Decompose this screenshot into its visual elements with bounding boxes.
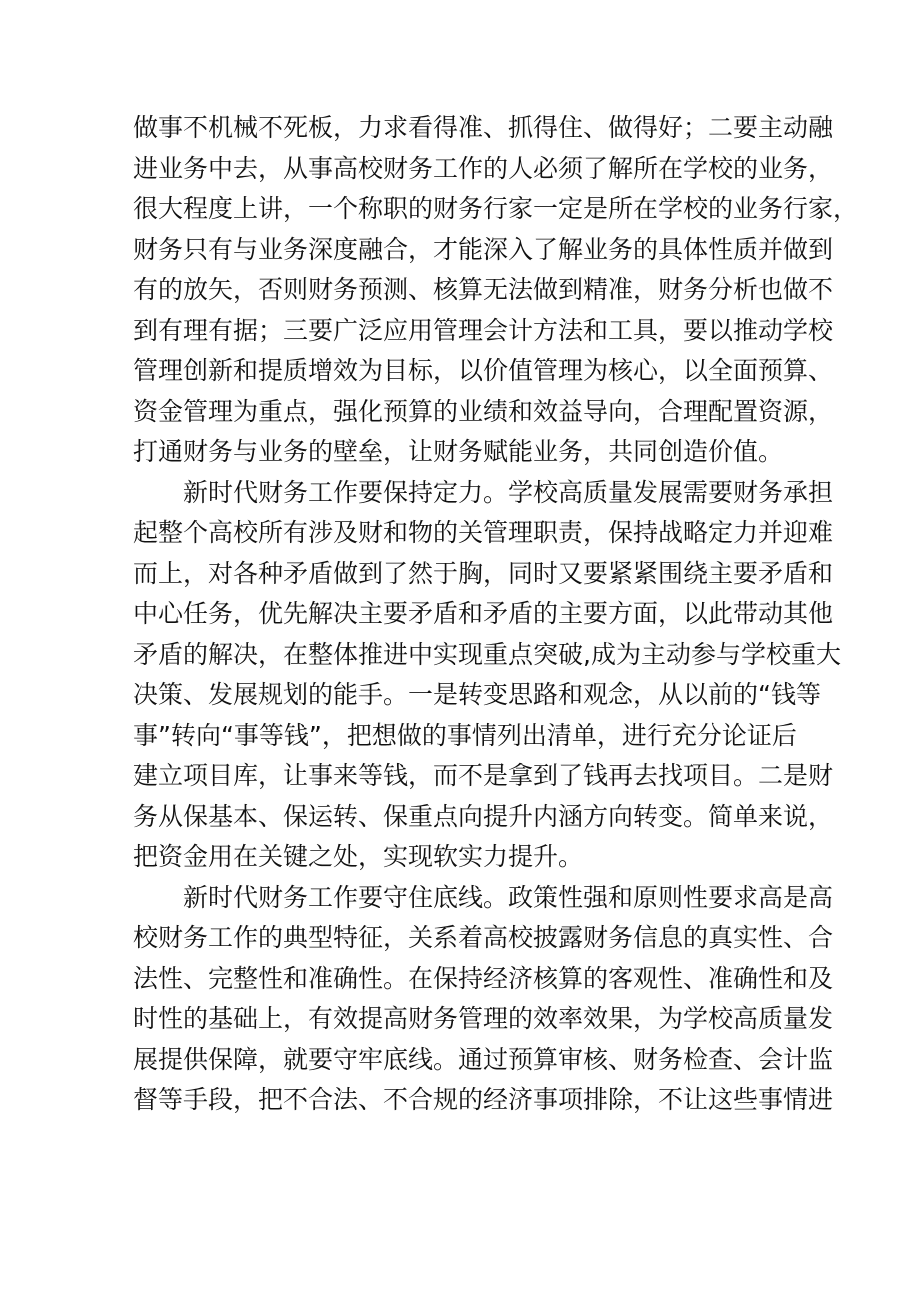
- text-line: 中心任务，优先解决主要矛盾和矛盾的主要方面，以此带动其他: [133, 599, 834, 628]
- text-line: 时性的基础上，有效提高财务管理的效率效果，为学校高质量发: [133, 1004, 834, 1033]
- text-line: 法性、完整性和准确性。在保持经济核算的客观性、准确性和及: [133, 963, 834, 993]
- text-line: 事”转向“事等钱”，把想做的事情列出清单，进行充分论证后: [133, 720, 797, 750]
- text-line: 管理创新和提质增效为目标，以价值管理为核心，以全面预算、: [133, 356, 834, 385]
- text-line: 到有理有据；三要广泛应用管理会计方法和工具，要以推动学校: [133, 315, 834, 345]
- text-line: 新时代财务工作要守住底线。政策性强和原则性要求高是高: [183, 882, 834, 912]
- text-line: 做事不机械不死板，力求看得准、抓得住、做得好；二要主动融: [133, 113, 834, 142]
- text-line: 督等手段，把不合法、不合规的经济事项排除，不让这些事情进: [133, 1085, 834, 1114]
- text-line: 校财务工作的典型特征，关系着高校披露财务信息的真实性、合: [133, 923, 834, 952]
- body-text: [133, 108, 859, 1121]
- text-line: 很大程度上讲，一个称职的财务行家一定是所在学校的业务行家，: [133, 194, 859, 223]
- text-line: 有的放矢，否则财务预测、核算无法做到精准，财务分析也做不: [133, 275, 834, 304]
- text-line: 矛盾的解决，在整体推进中实现重点突破,成为主动参与学校重大: [133, 639, 841, 669]
- text-line: 起整个高校所有涉及财和物的关管理职责，保持战略定力并迎难: [133, 518, 834, 547]
- text-line: 务从保基本、保运转、保重点向提升内涵方向转变。简单来说，: [133, 801, 834, 831]
- text-line: 决策、发展规划的能手。一是转变思路和观念，从以前的“钱等: [133, 680, 821, 709]
- text-line: 财务只有与业务深度融合，才能深入了解业务的具体性质并做到: [133, 234, 834, 264]
- text-line: 把资金用在关键之处，实现软实力提升。: [133, 842, 584, 871]
- paragraph-1: [133, 108, 859, 473]
- text-line: 进业务中去，从事高校财务工作的人必须了解所在学校的业务，: [133, 153, 834, 183]
- text-line: 打通财务与业务的壁垒，让财务赋能业务，共同创造价值。: [133, 437, 784, 466]
- text-line: 而上，对各种矛盾做到了然于胸，同时又要紧紧围绕主要矛盾和: [133, 558, 834, 588]
- text-line: 新时代财务工作要保持定力。学校高质量发展需要财务承担: [183, 477, 834, 507]
- paragraph-3: [133, 878, 834, 1121]
- text-line: 展提供保障，就要守牢底线。通过预算审核、财务检查、会计监: [133, 1044, 834, 1074]
- text-line: 建立项目库，让事来等钱，而不是拿到了钱再去找项目。二是财: [133, 761, 834, 790]
- paragraph-2: [133, 473, 841, 878]
- text-line: 资金管理为重点，强化预算的业绩和效益导向，合理配置资源，: [133, 396, 834, 426]
